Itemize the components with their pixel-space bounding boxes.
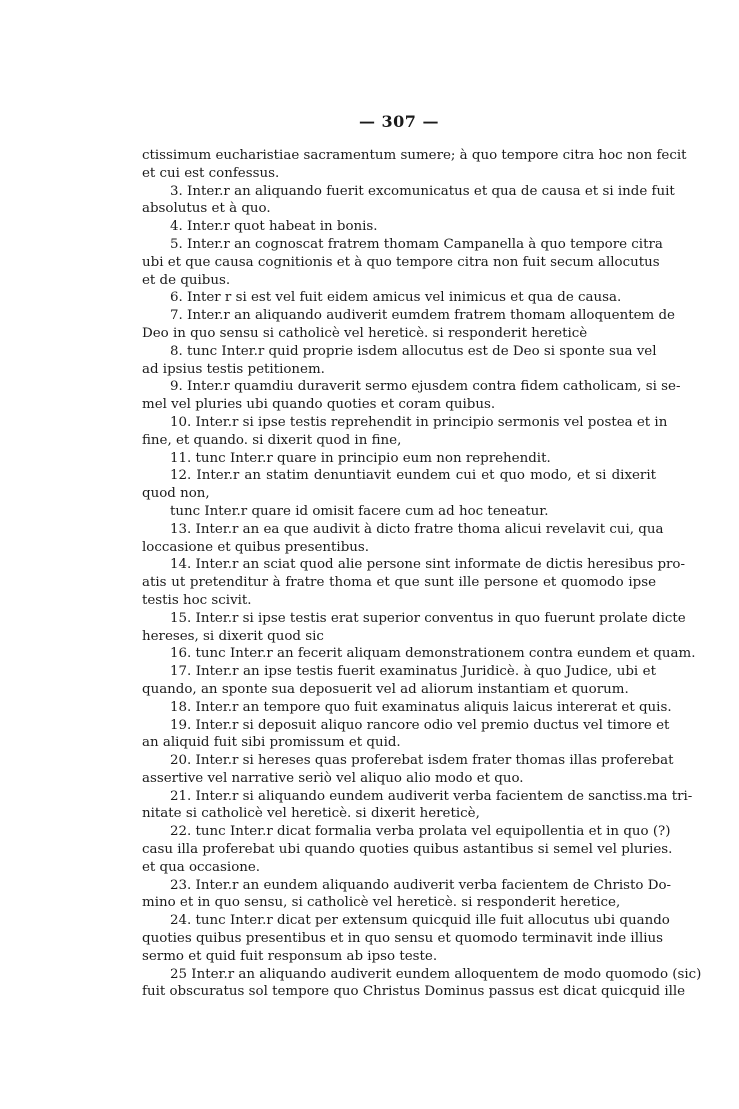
text-line: 17. Inter.r an ipse testis fuerit examinatus Juridicè. à quo Judice, ubi et [170,664,656,680]
text-line: hereses, si dixerit quod sic [142,628,324,644]
text-line: quod non, [142,486,210,502]
text-line: mel vel pluries ubi quando quoties et coram quibus. [142,397,496,413]
page-number: — 307 — [358,112,440,131]
text-line: Deo in quo sensu si catholicè vel hereticè. si responderit hereticè [142,325,588,341]
text-line: fine, et quando. si dixerit quod in fine, [142,432,402,448]
text-line: loccasione et quibus presentibus. [142,539,370,555]
text-line: testis hoc scivit. [142,592,252,608]
text-line: mino et in quo sensu, si catholicè vel hereticè. si responderit heretice, [142,895,621,911]
text-line: atis ut pretenditur à fratre thoma et que sunt ille persone et quomodo ipse [142,575,656,591]
text-line: 6. Inter r si est vel fuit eidem amicus vel inimicus et qua de causa. [170,290,622,306]
text-line: 14. Inter.r an sciat quod alie persone sint informate de dictis heresibus pro- [170,557,686,573]
text-line: 19. Inter.r si deposuit aliquo rancore odio vel premio ductus vel timore et [170,717,670,733]
text-body [142,147,702,1001]
text-line: 23. Inter.r an eundem aliquando audiverit verba facientem de Christo Do- [170,877,672,893]
text-line: 4. Inter.r quot habeat in bonis. [170,219,378,235]
text-line: 20. Inter.r si hereses quas proferebat isdem frater thomas illas proferebat [170,753,674,769]
text-line: 16. tunc Inter.r an fecerit aliquam demonstrationem contra eundem et quam. [170,646,696,662]
text-line: quoties quibus presentibus et in quo sensu et quomodo terminavit inde illius [142,931,664,947]
text-line: 7. Inter.r an aliquando audiverit eumdem fratrem thomam alloquentem de [170,308,675,324]
text-line: 11. tunc Inter.r quare in principio eum non reprehendit. [170,450,551,466]
text-line: ad ipsius testis petitionem. [142,361,325,377]
text-line: tunc Inter.r quare id omisit facere cum ad hoc teneatur. [170,503,549,519]
text-line: quando, an sponte sua deposuerit vel ad aliorum instantiam et quorum. [142,681,629,697]
text-line: et qua occasione. [142,859,261,875]
text-line: nitate si catholicè vel hereticè. si dixerit hereticè, [142,806,480,822]
text-line: 3. Inter.r an aliquando fuerit excomunicatus et qua de causa et si inde fuit [170,183,675,199]
text-line: an aliquid fuit sibi promissum et quid. [142,735,401,751]
text-line: 10. Inter.r si ipse testis reprehendit in principio sermonis vel postea et in [170,414,668,430]
text-line: 25 Inter.r an aliquando audiverit eundem alloquentem de modo quomodo (sic) [170,966,702,982]
text-line: 21. Inter.r si aliquando eundem audiverit verba facientem de sanctiss.ma tri- [170,788,693,804]
text-line: absolutus et à quo. [142,201,271,217]
text-line: 15. Inter.r si ipse testis erat superior conventus in quo fuerunt prolate dicte [170,610,686,626]
text-line: 12. Inter.r an statim denuntiavit eundem cui et quo modo, et si dixerit [170,468,656,484]
text-line: casu illa proferebat ubi quando quoties quibus astantibus si semel vel pluries. [142,842,673,858]
text-line: assertive vel narrative seriò vel aliquo alio modo et quo. [142,770,524,786]
text-line: 13. Inter.r an ea que audivit à dicto fratre thoma alicui revelavit cui, qua [170,521,664,537]
text-line: 9. Inter.r quamdiu duraverit sermo ejusdem contra fidem catholicam, si se- [170,379,681,395]
text-line: 22. tunc Inter.r dicat formalia verba prolata vel equipollentia et in quo (?) [170,824,671,840]
text-line: fuit obscuratus sol tempore quo Christus Dominus passus est dicat quicquid ille [142,984,686,1000]
text-line: ubi et que causa cognitionis et à quo tempore citra non fuit secum allocutus [142,254,660,270]
text-line: 24. tunc Inter.r dicat per extensum quicquid ille fuit allocutus ubi quando [170,913,670,929]
text-line: et de quibus. [142,272,231,288]
document-page [142,112,702,1001]
text-line: sermo et quid fuit responsum ab ipso teste. [142,948,438,964]
text-line: 8. tunc Inter.r quid proprie isdem allocutus est de Deo si sponte sua vel [170,343,657,359]
text-line: et cui est confessus. [142,165,280,181]
text-line: 5. Inter.r an cognoscat fratrem thomam Campanella à quo tempore citra [170,236,663,252]
text-line: 18. Inter.r an tempore quo fuit examinatus aliquis laicus intererat et quis. [170,699,672,715]
text-line: ctissimum eucharistiae sacramentum sumere; à quo tempore citra hoc non fecit [142,148,687,163]
